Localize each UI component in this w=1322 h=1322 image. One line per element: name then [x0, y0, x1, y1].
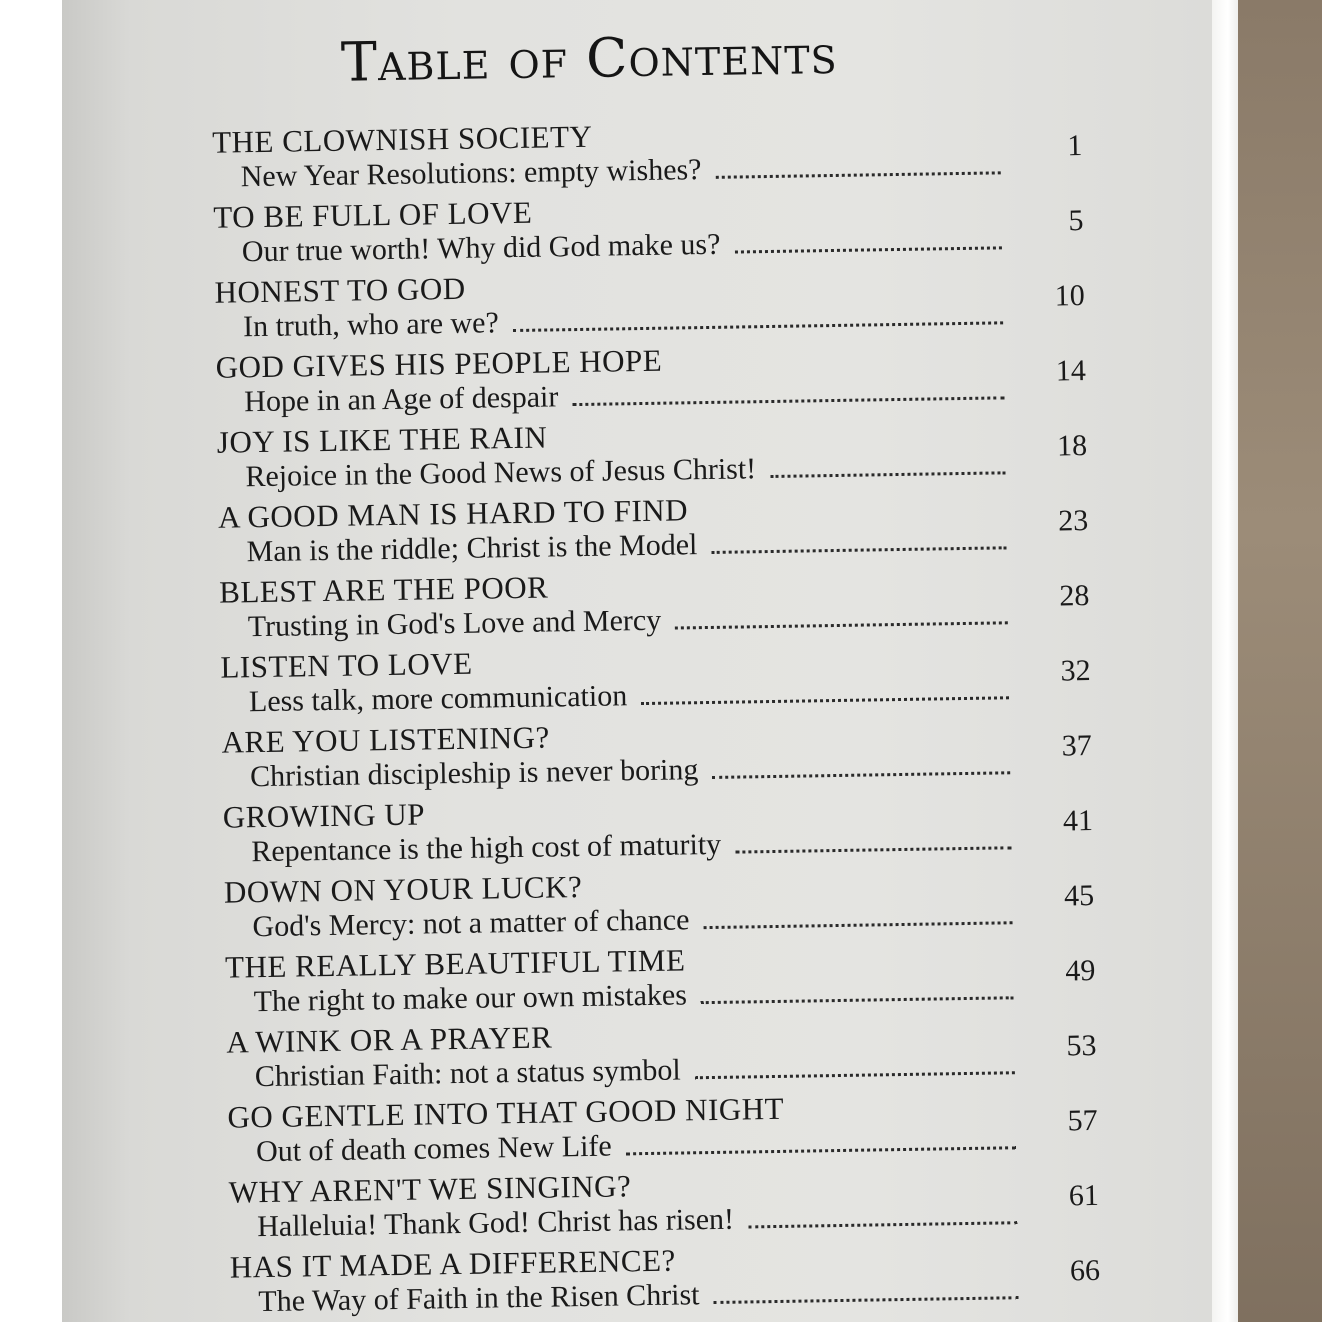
chapter-subtitle: Out of death comes New Life	[255, 1129, 612, 1169]
dot-leader	[626, 1146, 1016, 1155]
chapter-title: GOD GIVES HIS PEOPLE HOPE	[215, 342, 663, 385]
chapter-title: THE CLOWNISH SOCIETY	[211, 118, 593, 160]
chapter-subtitle: The Way of Faith in the Risen Christ	[258, 1278, 700, 1319]
dot-leader	[735, 846, 1011, 853]
toc-entry	[226, 1011, 1097, 1100]
page-number: 18	[1056, 429, 1088, 463]
page-number: 49	[1065, 953, 1096, 988]
toc-list	[212, 111, 1101, 1322]
chapter-title: LISTEN TO LOVE	[220, 645, 473, 685]
chapter-subtitle: God's Mercy: not a matter of chance	[252, 903, 690, 944]
page-number: 37	[1061, 728, 1093, 763]
page-edge	[1212, 0, 1238, 1322]
toc-entry	[214, 261, 1085, 350]
dot-leader	[714, 1296, 1019, 1304]
chapter-title: WHY AREN'T WE SINGING?	[228, 1168, 632, 1210]
toc-entry	[213, 186, 1084, 275]
chapter-subtitle: New Year Resolutions: empty wishes?	[240, 153, 702, 194]
page-number: 45	[1063, 878, 1095, 913]
dot-leader	[513, 321, 1003, 332]
page-number: 14	[1055, 354, 1087, 388]
chapter-title: A WINK OR A PRAYER	[226, 1019, 553, 1060]
dot-leader	[641, 696, 1009, 705]
dot-leader	[703, 921, 1012, 929]
chapter-subtitle: In truth, who are we?	[242, 306, 500, 344]
page-number: 41	[1062, 803, 1094, 838]
toc-entry	[230, 1236, 1101, 1322]
chapter-subtitle: Halleluia! Thank God! Christ has risen!	[256, 1202, 735, 1244]
chapter-subtitle: Trusting in God's Love and Mercy	[247, 603, 662, 644]
chapter-title: GROWING UP	[222, 796, 426, 835]
page-number: 53	[1066, 1028, 1097, 1063]
page-number: 1	[1067, 129, 1083, 163]
page-number: 28	[1059, 579, 1090, 613]
toc-entry	[228, 1161, 1099, 1250]
chapter-subtitle: The right to make our own mistakes	[253, 978, 688, 1019]
toc-entry	[225, 936, 1096, 1025]
dot-leader	[734, 246, 1001, 253]
toc-entry	[227, 1086, 1098, 1175]
chapter-subtitle: Our true worth! Why did God make us?	[241, 227, 721, 269]
chapter-title: DOWN ON YOUR LUCK?	[223, 869, 583, 910]
dot-leader	[712, 771, 1010, 779]
dot-leader	[675, 621, 1008, 629]
chapter-subtitle: Christian Faith: not a status symbol	[254, 1053, 681, 1094]
page-number: 66	[1069, 1253, 1101, 1288]
page-number: 61	[1068, 1178, 1100, 1213]
dot-leader	[701, 996, 1014, 1004]
page-number: 32	[1060, 654, 1091, 688]
toc-entry	[220, 636, 1091, 725]
chapter-title: THE REALLY BEAUTIFUL TIME	[224, 942, 686, 985]
dot-leader	[770, 471, 1005, 478]
toc-entry	[215, 336, 1086, 425]
page-number: 23	[1057, 504, 1089, 538]
table-surface	[1238, 0, 1322, 1322]
toc-entry	[223, 786, 1094, 875]
dot-leader	[711, 546, 1006, 554]
toc-entry	[217, 411, 1088, 500]
chapter-title: HONEST TO GOD	[214, 270, 466, 310]
chapter-subtitle: Repentance is the high cost of maturity	[251, 827, 722, 869]
chapter-subtitle: Hope in an Age of despair	[244, 380, 559, 419]
chapter-title: BLEST ARE THE POOR	[218, 569, 549, 610]
dot-leader	[572, 396, 1004, 406]
dot-leader	[695, 1071, 1015, 1079]
toc-entry	[221, 711, 1092, 800]
page-number: 57	[1067, 1103, 1098, 1138]
page-number: 10	[1054, 279, 1085, 313]
page-number: 5	[1068, 204, 1084, 238]
dot-leader	[716, 171, 1001, 178]
dot-leader	[748, 1221, 1017, 1228]
chapter-subtitle: Rejoice in the Good News of Jesus Christ!	[245, 452, 757, 494]
chapter-subtitle: Christian discipleship is never boring	[249, 753, 699, 794]
chapter-title: HAS IT MADE A DIFFERENCE?	[229, 1242, 677, 1285]
chapter-title: GO GENTLE INTO THAT GOOD NIGHT	[227, 1090, 785, 1135]
toc-entry	[224, 861, 1095, 950]
chapter-title: TO BE FULL OF LOVE	[213, 194, 533, 235]
toc-entry	[212, 111, 1083, 200]
chapter-title: JOY IS LIKE THE RAIN	[216, 419, 548, 460]
chapter-subtitle: Less talk, more communication	[248, 679, 628, 719]
chapter-subtitle: Man is the riddle; Christ is the Model	[246, 528, 698, 569]
toc-content	[190, 0, 1111, 1322]
page-title: Table of Contents	[340, 22, 839, 94]
chapter-title: A GOOD MAN IS HARD TO FIND	[217, 492, 689, 535]
chapter-title: ARE YOU LISTENING?	[221, 719, 550, 760]
toc-entry	[218, 486, 1089, 575]
toc-entry	[219, 561, 1090, 650]
